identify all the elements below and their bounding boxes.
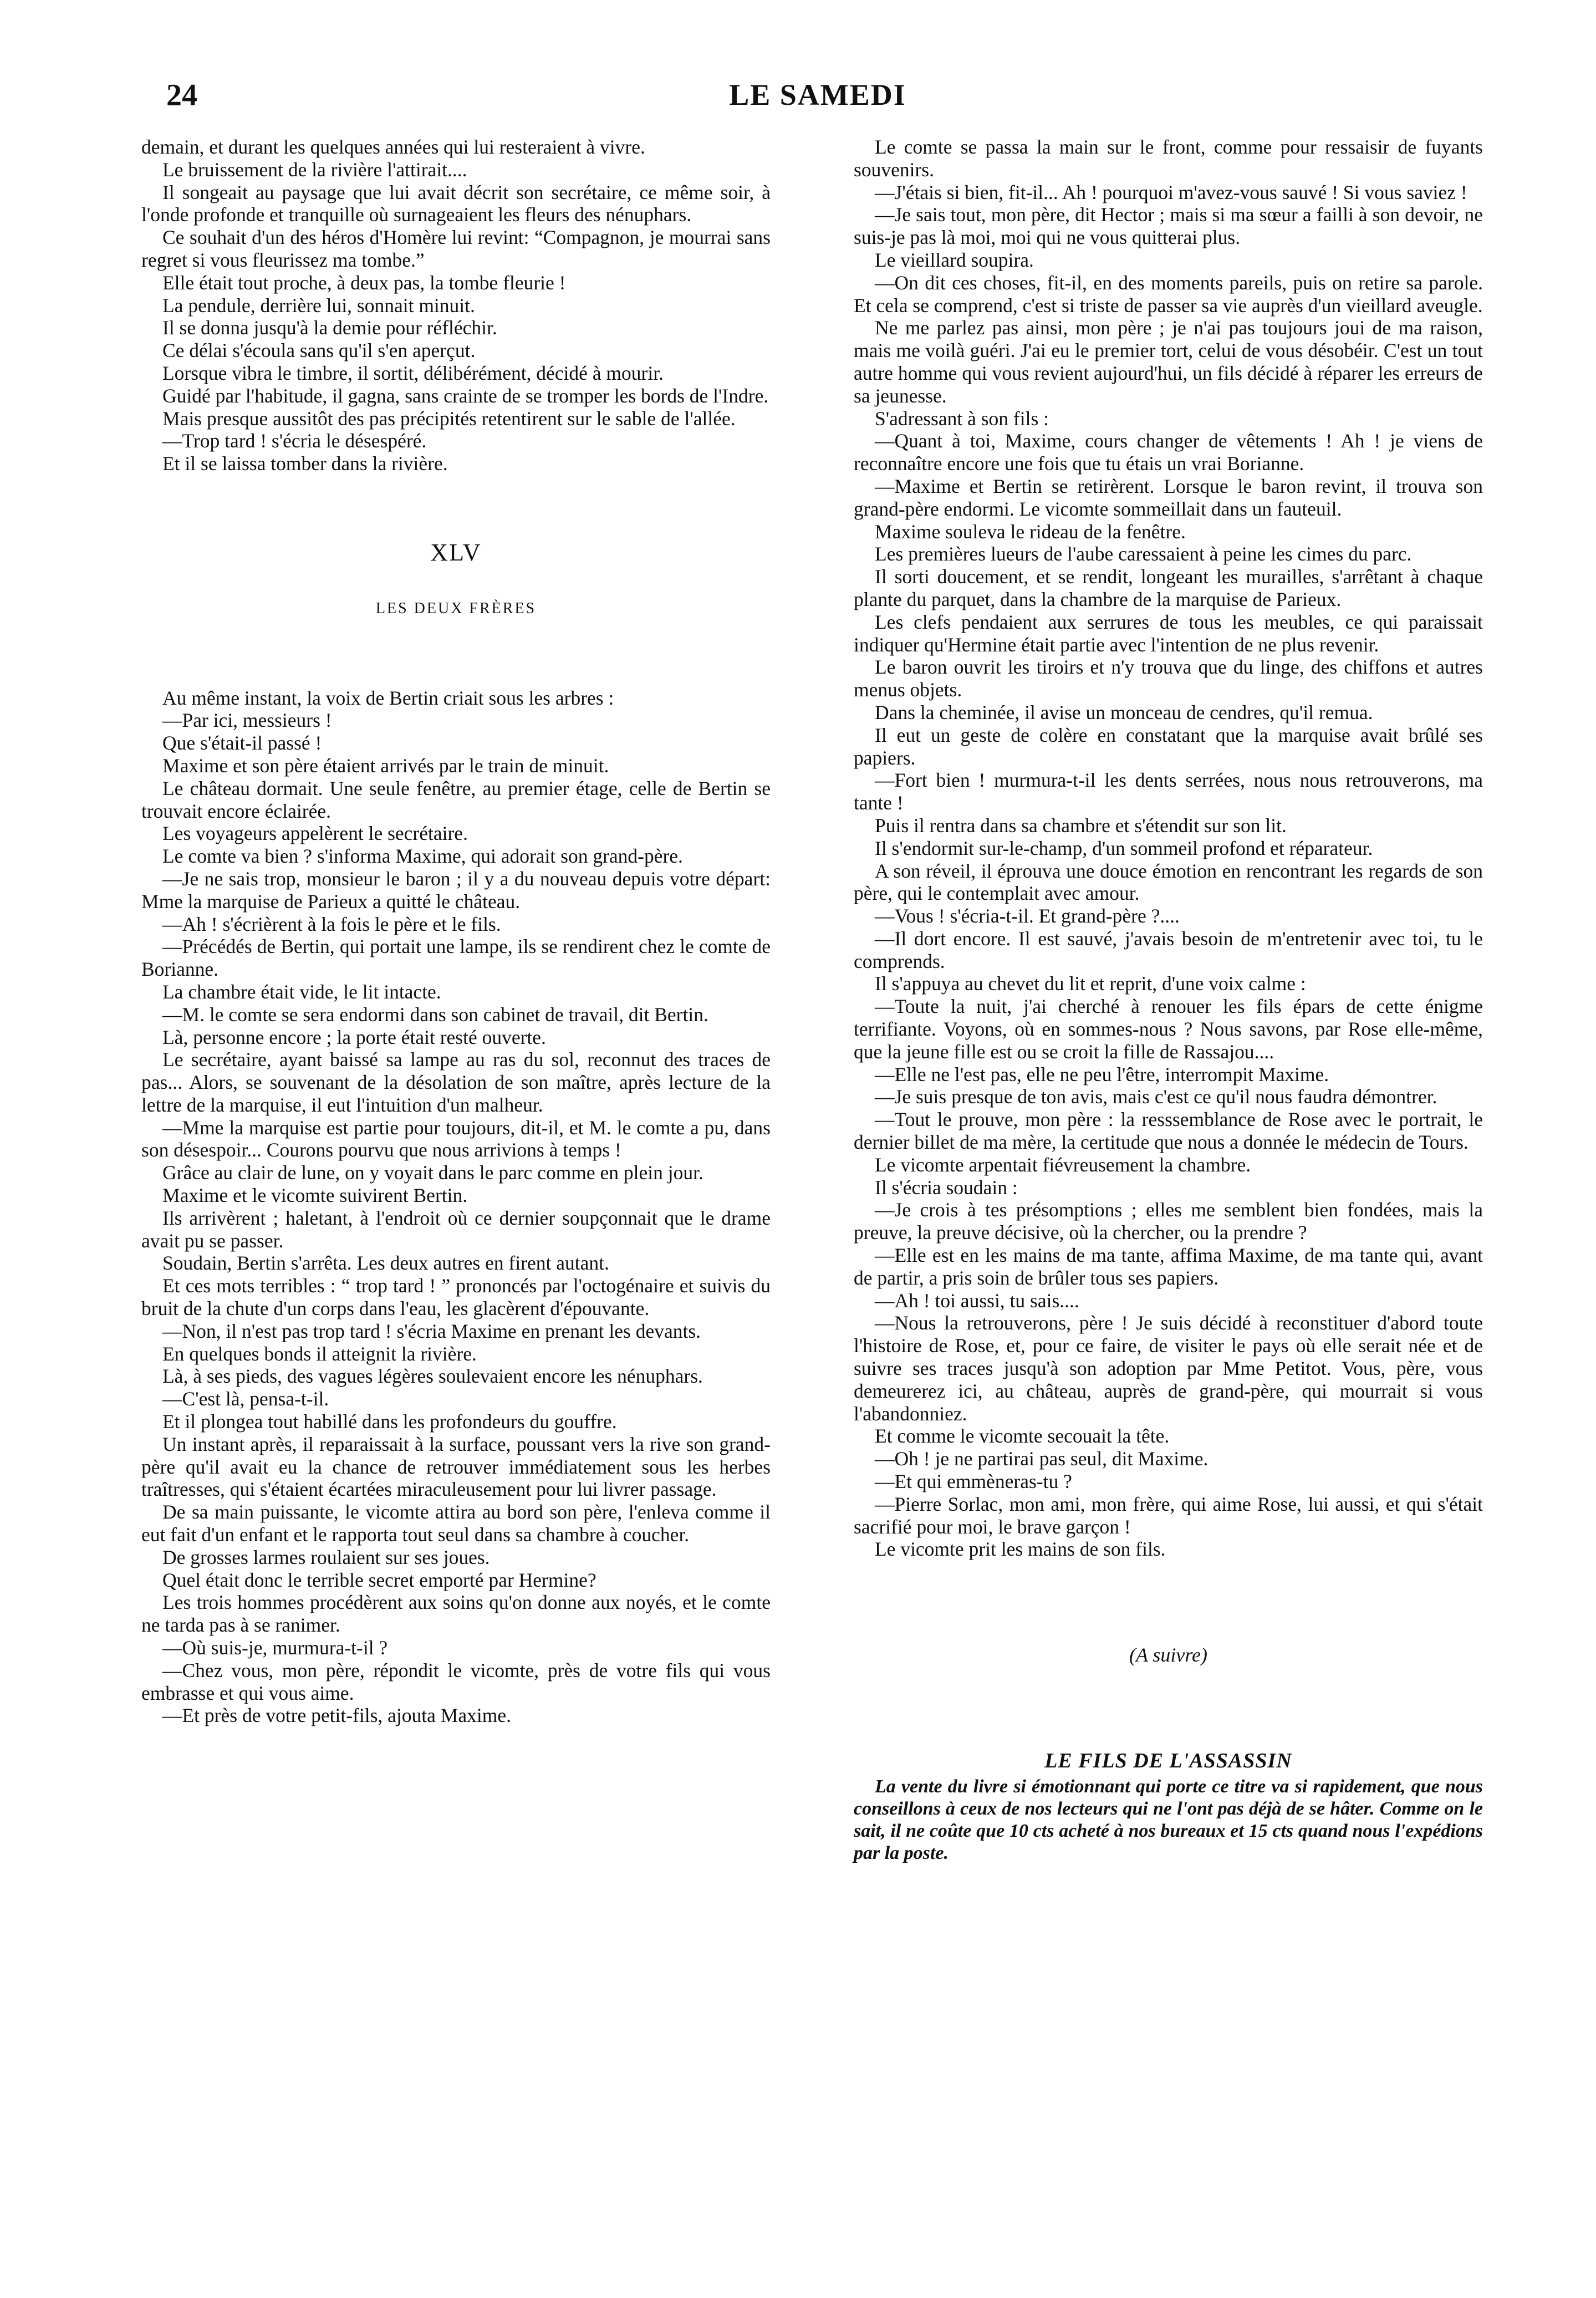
paragraph: Le vieillard soupira. <box>875 248 1034 271</box>
paragraph: Puis il rentra dans sa chambre et s'étendit sur son lit. <box>875 814 1287 837</box>
paragraph: —Et près de votre petit-fils, ajouta Maxime. <box>162 1704 511 1727</box>
paragraph: —Je suis presque de ton avis, mais c'est ce qu'il nous faudra démontrer. <box>875 1086 1437 1108</box>
paragraph: —J'étais si bien, fit-il... Ah ! pourquoi m'avez-vous sauvé ! Si vous saviez ! <box>875 181 1467 203</box>
promo-text: La vente du livre si émotionnant qui porte ce titre va si rapidement, que nous conseillons à ceux de nos lecteurs qui ne l'ont pas déjà de se hâter. Comme on le sait, il ne coûte que 10 cts acheté à nos bureaux et 15 cts quand nous l'expédions par la poste. <box>854 1776 1483 1863</box>
left-column <box>141 136 771 1727</box>
paragraph: Là, personne encore ; la porte était resté ouverte. <box>162 1026 546 1048</box>
paragraph: —Je crois à tes présomptions ; elles me semblent bien fondées, mais la preuve, la preuve décisive, où la chercher, ou la prendre ? <box>854 1199 1483 1244</box>
paragraph: —Précédés de Bertin, qui portait une lampe, ils se rendirent chez le comte de Borianne. <box>141 935 771 981</box>
paragraph: —Je sais tout, mon père, dit Hector ; mais si ma sœur a failli à son devoir, ne suis-je pas là moi, moi qui ne vous quitterai plus. <box>854 203 1483 249</box>
paragraph: Ce souhait d'un des héros d'Homère lui revint: “Compagnon, je mourrai sans regret si vous fleurissez ma tombe.” <box>141 226 771 271</box>
paragraph: —Tout le prouve, mon père : la resssemblance de Rose avec le portrait, le dernier billet de ma mère, la certitude que nous a donnée le médecin de Tours. <box>854 1108 1483 1154</box>
paragraph: Mais presque aussitôt des pas précipités retentirent sur le sable de l'allée. <box>162 407 736 430</box>
paragraph: —Ah ! toi aussi, tu sais.... <box>875 1289 1079 1312</box>
paragraph: Il s'écria soudain : <box>875 1176 1018 1199</box>
paragraph: —Mme la marquise est partie pour toujours, dit-il, et M. le comte a pu, dans son désespoir... Courons pourvu que nous arrivions à temps ! <box>141 1116 771 1161</box>
paragraph: S'adressant à son fils : <box>875 407 1049 430</box>
paragraph: Ce délai s'écoula sans qu'il s'en aperçut. <box>162 339 476 362</box>
paragraph: —Ah ! s'écrièrent à la fois le père et le fils. <box>162 913 501 935</box>
paragraph: —Elle ne l'est pas, elle ne peu l'être, interrompit Maxime. <box>875 1063 1329 1086</box>
promo-title: LE FILS DE L'ASSASSIN <box>1044 1749 1292 1772</box>
paragraph: Et il se laissa tomber dans la rivière. <box>162 452 448 475</box>
paragraph: Dans la cheminée, il avise un monceau de cendres, qu'il remua. <box>875 701 1373 723</box>
paragraph: —Il dort encore. Il est sauvé, j'avais besoin de m'entretenir avec toi, tu le comprends. <box>854 927 1483 972</box>
paragraph: Et il plongea tout habillé dans les profondeurs du gouffre. <box>162 1410 617 1433</box>
paragraph: —Quant à toi, Maxime, cours changer de vêtements ! Ah ! je viens de reconnaître encore une fois que tu étais un vrai Borianne. <box>854 430 1483 475</box>
paragraph: Il eut un geste de colère en constatant que la marquise avait brûlé ses papiers. <box>854 723 1483 769</box>
paragraph: Soudain, Bertin s'arrêta. Les deux autres en firent autant. <box>162 1252 609 1275</box>
chapter-title: LES DEUX FRÈRES <box>375 599 537 617</box>
left-text-after <box>141 687 771 1728</box>
paragraph: Le secrétaire, ayant baissé sa lampe au ras du sol, reconnut des traces de pas... Alors, se souvenant de la désolation de son maître, après lecture de la lettre de la marquise, il eut l'intuition d'un malheur. <box>141 1048 771 1116</box>
paragraph: Les trois hommes procédèrent aux soins qu'on donne aux noyés, et le comte ne tarda pas à se ranimer. <box>141 1591 771 1637</box>
paragraph: —Non, il n'est pas trop tard ! s'écria Maxime en prenant les devants. <box>162 1319 701 1342</box>
paragraph: Un instant après, il reparaissait à la surface, poussant vers la rive son grand-père qu'il avait eu la chance de retrouver immédiatement sous les herbes traîtresses, qui s'étaient écartées miraculeusement pour lui livrer passage. <box>141 1433 771 1501</box>
page-number: 24 <box>166 78 197 113</box>
paragraph: —Et qui emmèneras-tu ? <box>875 1470 1072 1493</box>
paragraph: —Où suis-je, murmura-t-il ? <box>162 1637 388 1659</box>
paragraph: Le comte va bien ? s'informa Maxime, qui adorait son grand-père. <box>162 845 683 868</box>
paragraph: —Vous ! s'écria-t-il. Et grand-père ?.... <box>875 905 1180 928</box>
paragraph: Le bruissement de la rivière l'attirait.... <box>162 158 467 181</box>
paragraph: Que s'était-il passé ! <box>162 732 322 755</box>
paragraph: Maxime et son père étaient arrivés par le train de minuit. <box>162 754 609 777</box>
chapter-number: XLV <box>430 538 482 566</box>
paragraph: —Nous la retrouverons, père ! Je suis décidé à reconstituer d'abord toute l'histoire de Rose, et, pour ce faire, de visiter le pays où elle serait née et de suivre ses traces jusqu'à son adoption par Mme Petitot. Vous, père, vous demeurerez ici, au château, auprès de grand-père, qui mourrait si vous l'abandonniez. <box>854 1312 1483 1425</box>
paragraph: Grâce au clair de lune, on y voyait dans le parc comme en plein jour. <box>162 1161 703 1184</box>
paragraph: Au même instant, la voix de Bertin criait sous les arbres : <box>162 686 614 709</box>
paragraph: Il se donna jusqu'à la demie pour réfléchir. <box>162 317 497 339</box>
paragraph: Maxime et le vicomte suivirent Bertin. <box>162 1184 468 1207</box>
right-column <box>854 136 1483 1864</box>
paragraph: Les voyageurs appelèrent le secrétaire. <box>162 822 468 845</box>
right-text <box>854 136 1483 1561</box>
paragraph: Maxime souleva le rideau de la fenêtre. <box>875 520 1186 543</box>
paragraph: Les clefs pendaient aux serrures de tous les meubles, ce qui paraissait indiquer qu'Hermine était partie avec l'intention de ne plus revenir. <box>854 610 1483 656</box>
paragraph: A son réveil, il éprouva une douce émotion en rencontrant les regards de son père, qui le contemplait avec amour. <box>854 859 1483 905</box>
paragraph: —Toute la nuit, j'ai cherché à renouer les fils épars de cette énigme terrifiante. Voyons, où en sommes-nous ? Nous savons, par Rose elle-même, que la jeune fille est ou se croit la fille de Rassajou.... <box>854 995 1483 1063</box>
paragraph: —Oh ! je ne partirai pas seul, dit Maxime. <box>875 1448 1209 1470</box>
paragraph: Lorsque vibra le timbre, il sortit, délibérément, décidé à mourir. <box>162 361 664 384</box>
left-text-before <box>141 136 771 475</box>
to-be-continued: (A suivre) <box>1129 1644 1207 1667</box>
paragraph: —Maxime et Bertin se retirèrent. Lorsque le baron revint, il trouva son grand-père endormi. Le vicomte sommeillait dans un fauteuil. <box>854 475 1483 520</box>
paragraph: —Par ici, messieurs ! <box>162 709 332 732</box>
paragraph: —On dit ces choses, fit-il, en des moments pareils, puis on retire sa parole. Et cela se comprend, c'est si triste de passer sa vie auprès d'un vieillard aveugle. <box>854 271 1483 317</box>
paragraph: —M. le comte se sera endormi dans son cabinet de travail, dit Bertin. <box>162 1003 708 1026</box>
paragraph: De sa main puissante, le vicomte attira au bord son père, l'enleva comme il eut fait d'un enfant et le rapporta tout seul dans sa chambre à coucher. <box>141 1501 771 1546</box>
paragraph: Il songeait au paysage que lui avait décrit son secrétaire, ce même soir, à l'onde profonde et tranquille où surnageaient les fleurs des nénuphars. <box>141 181 771 226</box>
paragraph: La pendule, derrière lui, sonnait minuit. <box>162 294 475 317</box>
running-title: LE SAMEDI <box>729 78 906 111</box>
paragraph: —Trop tard ! s'écria le désespéré. <box>162 430 427 452</box>
paragraph: Quel était donc le terrible secret emporté par Hermine? <box>162 1568 596 1591</box>
paragraph: Ne me parlez pas ainsi, mon père ; je n'ai pas toujours joui de ma raison, mais me voilà guéri. J'ai eu le premier tort, celui de vous désobéir. C'est un tout autre homme qui vous revient aujourd'hui, un fils décidé à réparer les erreurs de sa jeunesse. <box>854 317 1483 407</box>
paragraph: Il s'appuya au chevet du lit et reprit, d'une voix calme : <box>875 972 1306 995</box>
paragraph: Ils arrivèrent ; haletant, à l'endroit où ce dernier soupçonnait que le drame avait pu se passer. <box>141 1206 771 1252</box>
paragraph: En quelques bonds il atteignit la rivière. <box>162 1342 477 1365</box>
paragraph: Il sorti doucement, et se rendit, longeant les murailles, s'arrêtant à chaque plante du parquet, dans la chambre de la marquise de Parieux. <box>854 565 1483 610</box>
paragraph: demain, et durant les quelques années qui lui resteraient à vivre. <box>141 136 645 158</box>
paragraph: Elle était tout proche, à deux pas, la tombe fleurie ! <box>162 271 566 294</box>
paragraph: Le vicomte arpentait fiévreusement la chambre. <box>875 1153 1251 1176</box>
paragraph: Guidé par l'habitude, il gagna, sans crainte de se tromper les bords de l'Indre. <box>162 384 769 407</box>
paragraph: Les premières lueurs de l'aube caressaient à peine les cimes du parc. <box>875 543 1412 565</box>
paragraph: —Chez vous, mon père, répondit le vicomte, près de votre fils qui vous embrasse et qui vous aime. <box>141 1659 771 1704</box>
paragraph: Le baron ouvrit les tiroirs et n'y trouva que du linge, des chiffons et autres menus objets. <box>854 656 1483 701</box>
paragraph: Le vicomte prit les mains de son fils. <box>875 1538 1166 1561</box>
paragraph: Le château dormait. Une seule fenêtre, au premier étage, celle de Bertin se trouvait encore éclairée. <box>141 777 771 822</box>
paragraph: Et comme le vicomte secouait la tête. <box>875 1425 1170 1448</box>
paragraph: La chambre était vide, le lit intacte. <box>162 980 441 1003</box>
page-header <box>166 78 1469 122</box>
paragraph: De grosses larmes roulaient sur ses joues. <box>162 1546 490 1568</box>
paragraph: Là, à ses pieds, des vagues légères soulevaient encore les nénuphars. <box>162 1365 703 1388</box>
paragraph: —Pierre Sorlac, mon ami, mon frère, qui aime Rose, lui aussi, et qui s'était sacrifié pour moi, le brave garçon ! <box>854 1492 1483 1538</box>
paragraph: —C'est là, pensa-t-il. <box>162 1388 329 1410</box>
paragraph: —Fort bien ! murmura-t-il les dents serrées, nous nous retrouverons, ma tante ! <box>854 769 1483 814</box>
paragraph: Le comte se passa la main sur le front, comme pour ressaisir de fuyants souvenirs. <box>854 136 1483 181</box>
paragraph: Et ces mots terribles : “ trop tard ! ” prononcés par l'octogénaire et suivis du bruit de la chute d'un corps dans l'eau, les glacèrent d'épouvante. <box>141 1275 771 1320</box>
paragraph: Il s'endormit sur-le-champ, d'un sommeil profond et réparateur. <box>875 837 1373 859</box>
paragraph: —Je ne sais trop, monsieur le baron ; il y a du nouveau depuis votre départ: Mme la marquise de Parieux a quitté le château. <box>141 867 771 913</box>
paragraph: —Elle est en les mains de ma tante, affima Maxime, de ma tante qui, avant de partir, a pris soin de brûler tous ses papiers. <box>854 1244 1483 1289</box>
